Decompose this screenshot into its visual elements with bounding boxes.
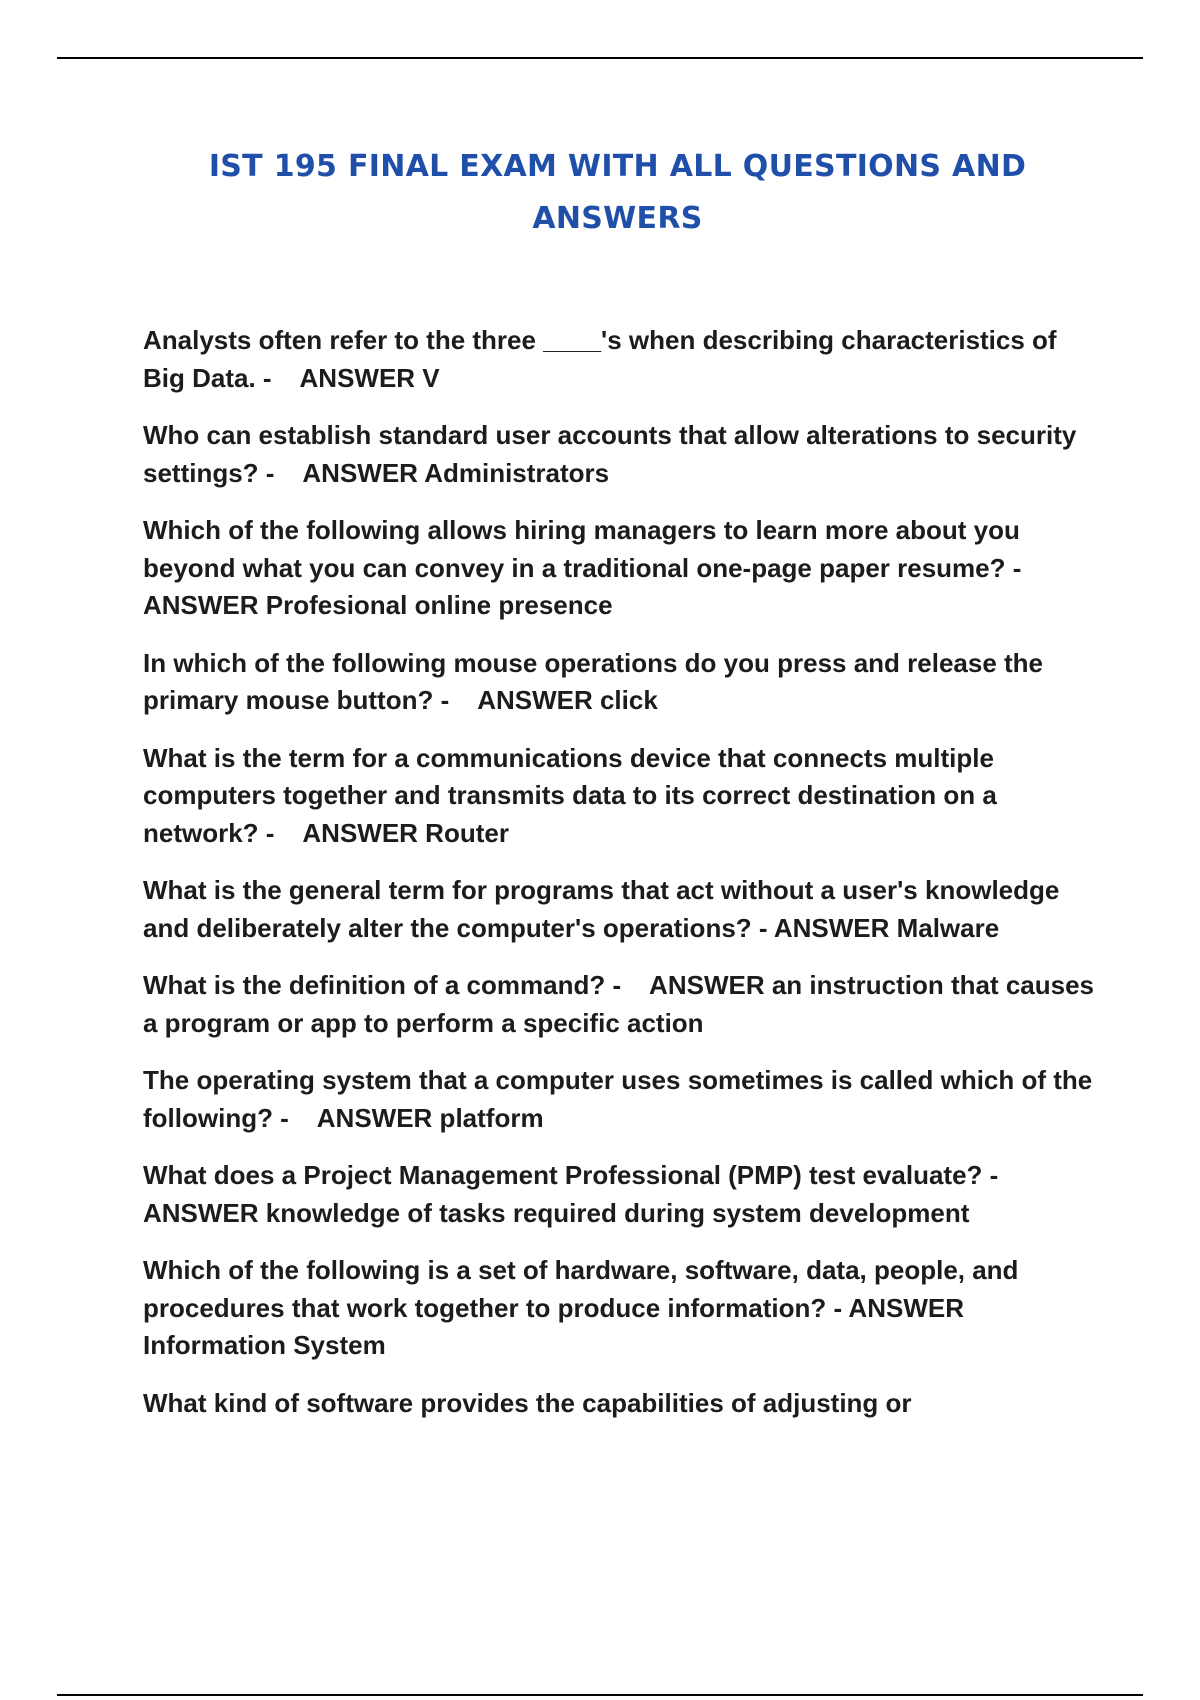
question-text: Which of the following is a set of hardware, software, data, people, and procedures that work together to produce information? - [143,1255,1026,1323]
answer-text: ANSWER an instruction that causes a program or app to perform a specific action [143,970,1102,1038]
answer-text: ANSWER Administrators [302,457,610,488]
qa-item [143,967,1103,1042]
qa-item [143,512,1103,625]
qa-item [143,1385,1103,1423]
qa-item [143,417,1103,492]
answer-text: ANSWER platform [316,1102,544,1133]
question-text: In which of the following mouse operations do you press and release the primary mouse button? - [143,647,1051,715]
answer-text: ANSWER Profesional online presence [143,590,613,620]
question-text: What is the definition of a command? - [143,970,622,1000]
answer-text: ANSWER Information System [143,1292,972,1360]
question-text: What kind of software provides the capabilities of adjusting or [143,1387,912,1418]
qa-item [143,322,1103,397]
qa-list [143,322,1103,1442]
qa-item [143,740,1103,853]
question-text: What is the term for a communications device that connects multiple computers together and transmits data to its correct destination on a network? - [143,742,1005,848]
answer-text: ANSWER knowledge of tasks required during system development [143,1197,970,1228]
question-text: What does a Project Management Professional (PMP) test evaluate? - [143,1160,999,1190]
answer-text: ANSWER Malware [773,912,1000,943]
qa-item [143,645,1103,720]
qa-item [143,1062,1103,1137]
qa-item [143,1252,1103,1365]
page-title: IST 195 FINAL EXAM WITH ALL QUESTIONS AND ANSWERS [208,149,1027,236]
answer-text: ANSWER Router [302,817,509,848]
qa-item [143,1157,1103,1232]
qa-item [143,872,1103,947]
bottom-rule [57,1694,1143,1696]
answer-text: ANSWER V [299,362,440,393]
question-text: What is the general term for programs that act without a user's knowledge and deliberately alter the computer's operations? - [143,875,1067,943]
question-text: The operating system that a computer uses sometimes is called which of the following? - [143,1065,1100,1133]
question-text: Analysts often refer to the three ____'s when describing characteristics of Big Data. - [143,325,1064,393]
answer-text: ANSWER click [477,685,658,715]
question-text: Which of the following allows hiring managers to learn more about you beyond what you can convey in a traditional one-page paper resume? - [143,515,1028,583]
top-rule [57,57,1143,59]
question-text: Who can establish standard user accounts that allow alterations to security settings? - [143,420,1084,488]
